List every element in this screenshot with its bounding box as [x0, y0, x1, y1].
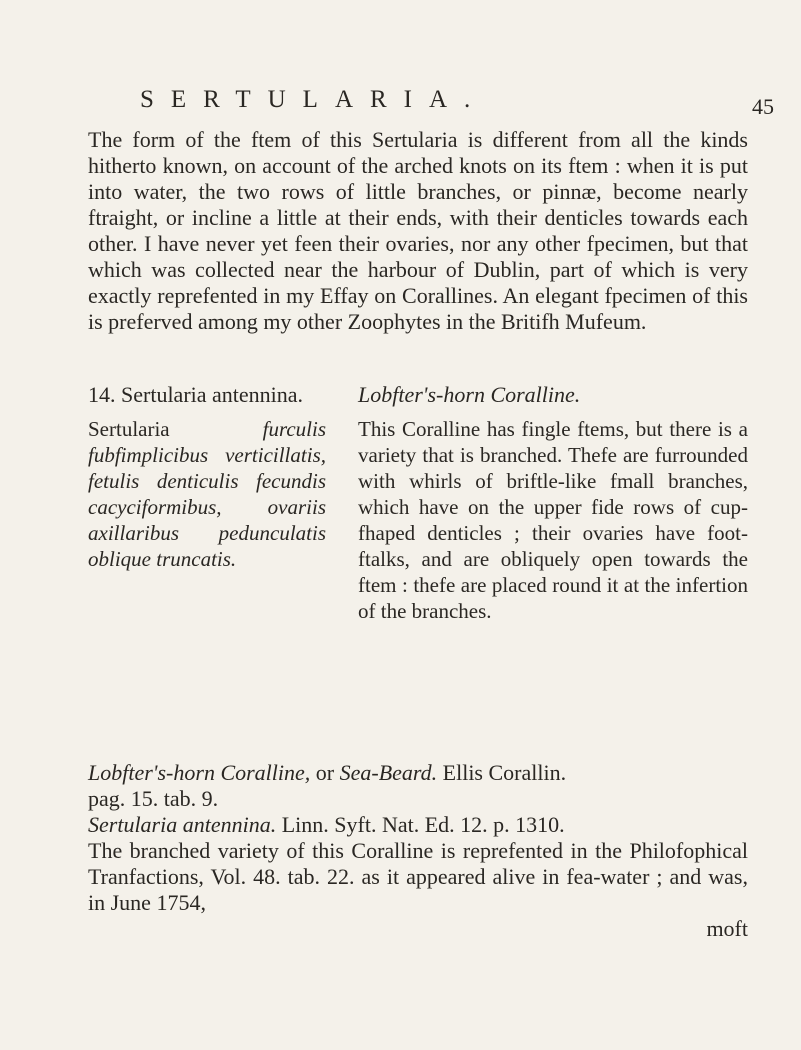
- ref-name-1: Lobfter's-horn Coralline,: [88, 760, 311, 785]
- english-column: [358, 382, 748, 624]
- reference-ellis: [88, 760, 748, 786]
- common-name-heading: Lobfter's-horn Coralline.: [358, 382, 581, 407]
- references-block: [88, 760, 748, 942]
- ref-source-2: Linn. Syft. Nat. Ed. 12. p. 1310.: [276, 812, 565, 837]
- latin-column: [88, 382, 326, 572]
- latin-genus: Sertularia: [88, 417, 263, 441]
- reference-linnaeus: [88, 812, 748, 838]
- ref-name-2: Sea-Beard.: [339, 760, 438, 785]
- page-number: 45: [752, 94, 774, 119]
- ref-name-3: Sertularia antennina.: [88, 812, 277, 837]
- english-description: This Coralline has fingle ftems, but there is a variety that is branched. Thefe are furrounded with whirls of briftle-like fmall branches, which have on the upper fide rows of cup-fhaped denticles ; their ovaries have foot-ftalks, and are obliquely open towards the ftem : thefe are placed round it at the infertion of the branches.: [358, 417, 748, 623]
- closing-paragraph: The branched variety of this Coralline is reprefented in the Philofophical Tranfactions, Vol. 48. tab. 22. as it appeared alive in fea-water ; and was, in June 1754,: [88, 838, 748, 915]
- ref-or: or: [310, 760, 340, 785]
- species-heading: 14. Sertularia antennina.: [88, 382, 304, 407]
- catchword: moft: [706, 916, 748, 941]
- ref-source-1: Ellis Corallin.: [437, 760, 567, 785]
- running-title: SERTULARIA.: [140, 86, 488, 113]
- latin-diagnosis: furculis fubfimplicibus verticillatis, fetulis denticulis fecundis cacyciformibus, ovariis axillaribus pedunculatis oblique truncatis.: [88, 417, 326, 571]
- latin-description: [88, 416, 326, 572]
- intro-paragraph: The form of the ftem of this Sertularia is different from all the kinds hitherto known, on account of the arched knots on its ftem : when it is put into water, the two rows of little branches, or pinnæ, become nearly ftraight, or incline a little at their ends, with their denticles towards each other. I have never yet feen their ovaries, nor any other fpecimen, but that which was collected near the harbour of Dublin, part of which is very exactly reprefented in my Effay on Corallines. An elegant fpecimen of this is preferved among my other Zoophytes in the Britifh Mufeum.: [88, 127, 748, 334]
- reference-ellis-page: pag. 15. tab. 9.: [88, 786, 219, 811]
